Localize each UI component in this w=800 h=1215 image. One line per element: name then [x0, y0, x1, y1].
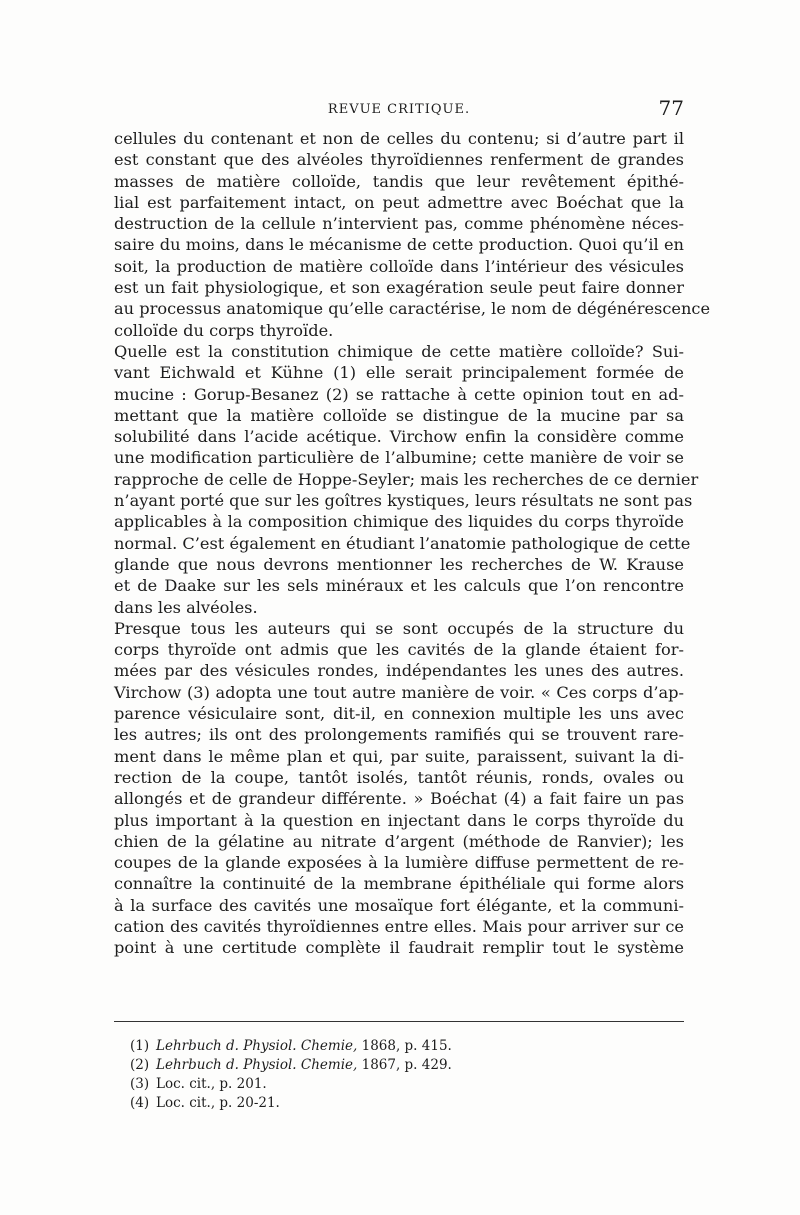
footnote-reference: 1867, p. 429. — [357, 1057, 452, 1073]
text-line: connaître la continuité de la membrane épithéliale qui forme alors — [114, 874, 684, 894]
footnote-reference: Loc. cit., p. 201. — [156, 1076, 267, 1092]
text-line: colloïde du corps thyroïde. — [114, 320, 334, 340]
footnotes — [130, 1037, 670, 1113]
footnote — [130, 1094, 670, 1113]
text-line: saire du moins, dans le mécanisme de cette production. Quoi qu’il en — [114, 235, 684, 255]
body-text — [114, 128, 711, 959]
footnote-number: (1) — [130, 1038, 150, 1054]
text-line: allongés et de grandeur différente. » Boéchat (4) a fait faire un pas — [114, 789, 684, 809]
text-line: ment dans le même plan et qui, par suite, paraissent, suivant la di- — [114, 746, 684, 766]
text-line: corps thyroïde ont admis que les cavités de la glande étaient for- — [114, 640, 684, 660]
footnote-divider — [114, 1021, 684, 1022]
text-line: rection de la coupe, tantôt isolés, tantôt réunis, ronds, ovales ou — [114, 767, 684, 787]
text-line: rapproche de celle de Hoppe-Seyler; mais les recherches de ce dernier — [114, 469, 699, 489]
text-line: mées par des vésicules rondes, indépendantes les unes des autres. — [114, 661, 684, 681]
text-line: soit, la production de matière colloïde dans l’intérieur des vésicules — [114, 256, 684, 276]
running-head — [114, 96, 684, 124]
footnote-number: (3) — [130, 1076, 150, 1092]
footnote-title: Lehrbuch d. Physiol. Chemie, — [156, 1057, 358, 1073]
text-line: normal. C’est également en étudiant l’anatomie pathologique de cette — [114, 533, 691, 553]
text-line: Virchow (3) adopta une tout autre manière de voir. « Ces corps d’ap- — [114, 682, 684, 702]
text-line: solubilité dans l’acide acétique. Virchow enfin la considère comme — [114, 427, 684, 447]
text-line: Quelle est la constitution chimique de cette matière colloïde? Sui- — [114, 341, 684, 361]
footnote-reference: 1868, p. 415. — [357, 1038, 452, 1054]
text-line: lial est parfaitement intact, on peut admettre avec Boéchat que la — [114, 192, 684, 212]
text-line: et de Daake sur les sels minéraux et les calculs que l’on rencontre — [114, 576, 684, 596]
text-line: à la surface des cavités une mosaïque fort élégante, et la communi- — [114, 895, 684, 915]
footnote-reference: Loc. cit., p. 20-21. — [156, 1095, 280, 1111]
text-line: au processus anatomique qu’elle caractérise, le nom de dégénérescence — [114, 299, 711, 319]
text-line: n’ayant porté que sur les goîtres kystiques, leurs résultats ne sont pas — [114, 491, 693, 511]
text-line: vant Eichwald et Kühne (1) elle serait principalement formée de — [114, 363, 684, 383]
text-line: les autres; ils ont des prolongements ramifiés qui se trouvent rare- — [114, 725, 684, 745]
footnote — [130, 1056, 670, 1075]
paragraph-colloid-production — [114, 128, 711, 341]
text-line: une modification particulière de l’albumine; cette manière de voir se — [114, 448, 684, 468]
text-line: chien de la gélatine au nitrate d’argent (méthode de Ranvier); les — [114, 831, 684, 851]
footnote-number: (2) — [130, 1057, 150, 1073]
text-line: applicables à la composition chimique des liquides du corps thyroïde — [114, 512, 684, 532]
text-line: plus important à la question en injectant dans le corps thyroïde du — [114, 810, 684, 830]
text-line: parence vésiculaire sont, dit-il, en connexion multiple les uns avec — [114, 704, 684, 724]
text-line: point à une certitude complète il faudrait remplir tout le système — [114, 938, 684, 958]
running-title: REVUE CRITIQUE. — [327, 102, 471, 117]
page-number: 77 — [658, 96, 684, 120]
text-line: Presque tous les auteurs qui se sont occupés de la structure du — [114, 618, 684, 638]
text-line: glande que nous devrons mentionner les recherches de W. Krause — [114, 554, 684, 574]
text-line: coupes de la glande exposées à la lumière diffuse permettent de re- — [114, 853, 684, 873]
footnote-number: (4) — [130, 1095, 150, 1111]
text-line: cation des cavités thyroïdiennes entre elles. Mais pour arriver sur ce — [114, 916, 684, 936]
footnote — [130, 1037, 670, 1056]
text-line: est constant que des alvéoles thyroïdiennes renferment de grandes — [114, 150, 684, 170]
text-line: destruction de la cellule n’intervient pas, comme phénomène néces- — [114, 214, 684, 234]
text-line: mucine : Gorup-Besanez (2) se rattache à cette opinion tout en ad- — [114, 384, 684, 404]
text-line: dans les alvéoles. — [114, 597, 258, 617]
text-line: mettant que la matière colloïde se distingue de la mucine par sa — [114, 405, 684, 425]
footnote-title: Lehrbuch d. Physiol. Chemie, — [156, 1038, 358, 1054]
text-line: cellules du contenant et non de celles du contenu; si d’autre part il — [114, 129, 684, 148]
paragraph-chemical-constitution — [114, 341, 699, 618]
footnote — [130, 1075, 670, 1094]
text-line: est un fait physiologique, et son exagération seule peut faire donner — [114, 278, 684, 298]
text-line: masses de matière colloïde, tandis que leur revêtement épithé- — [114, 171, 684, 191]
paragraph-gland-structure — [114, 618, 684, 959]
